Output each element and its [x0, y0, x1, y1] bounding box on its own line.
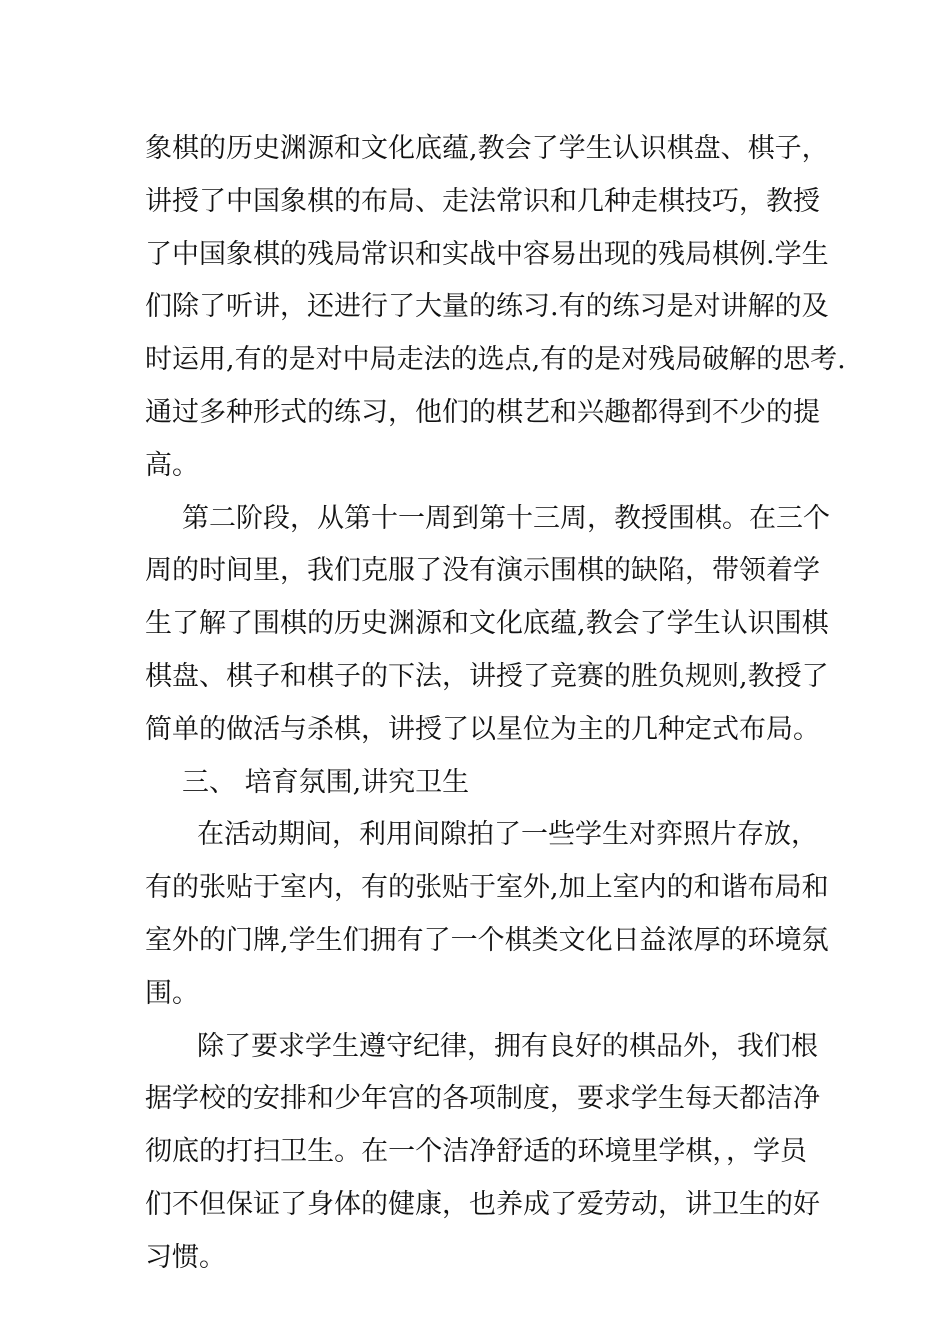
text-line: 周的时间里，我们克服了没有演示围棋的缺陷，带领着学 [145, 555, 820, 587]
text-line: 室外的门牌,学生们拥有了一个棋类文化日益浓厚的环境氛 [145, 924, 829, 956]
text-line: 们除了听讲，还进行了大量的练习.有的练习是对讲解的及 [145, 291, 829, 323]
section-heading: 三、 培育氛围,讲究卫生 [182, 766, 470, 798]
text-line: 据学校的安排和少年宫的各项制度，要求学生每天都洁净 [145, 1083, 820, 1115]
text-line: 时运用,有的是对中局走法的选点,有的是对残局破解的思考. [145, 344, 846, 376]
text-line: 简单的做活与杀棋，讲授了以星位为主的几种定式布局。 [145, 713, 820, 745]
paragraph-first-line: 第二阶段，从第十一周到第十三周，教授围棋。在三个 [182, 502, 830, 534]
text-line: 了中国象棋的残局常识和实战中容易出现的残局棋例.学生 [145, 238, 829, 270]
text-line: 讲授了中国象棋的布局、走法常识和几种走棋技巧，教授 [145, 185, 820, 217]
text-line: 彻底的打扫卫生。在一个洁净舒适的环境里学棋，，学员 [145, 1136, 807, 1168]
text-line: 们不但保证了身体的健康，也养成了爱劳动，讲卫生的好 [145, 1188, 820, 1220]
text-line: 棋盘、棋子和棋子的下法，讲授了竞赛的胜负规则,教授了 [145, 660, 829, 692]
text-line: 生了解了围棋的历史渊源和文化底蕴,教会了学生认识围棋 [145, 608, 829, 640]
text-line: 有的张贴于室内，有的张贴于室外,加上室内的和谐布局和 [145, 872, 829, 904]
document-body [145, 123, 846, 1285]
text-line: 象棋的历史渊源和文化底蕴,教会了学生认识棋盘、棋子， [145, 133, 829, 164]
paragraph-first-line: 除了要求学生遵守纪律，拥有良好的棋品外，我们根 [197, 1030, 818, 1062]
text-line: 围。 [145, 977, 199, 1009]
text-line: 高。 [145, 449, 199, 481]
paragraph-first-line: 在活动期间，利用间隙拍了一些学生对弈照片存放， [197, 819, 818, 851]
text-line: 习惯。 [145, 1241, 226, 1273]
text-line: 通过多种形式的练习，他们的棋艺和兴趣都得到不少的提 [145, 396, 820, 428]
